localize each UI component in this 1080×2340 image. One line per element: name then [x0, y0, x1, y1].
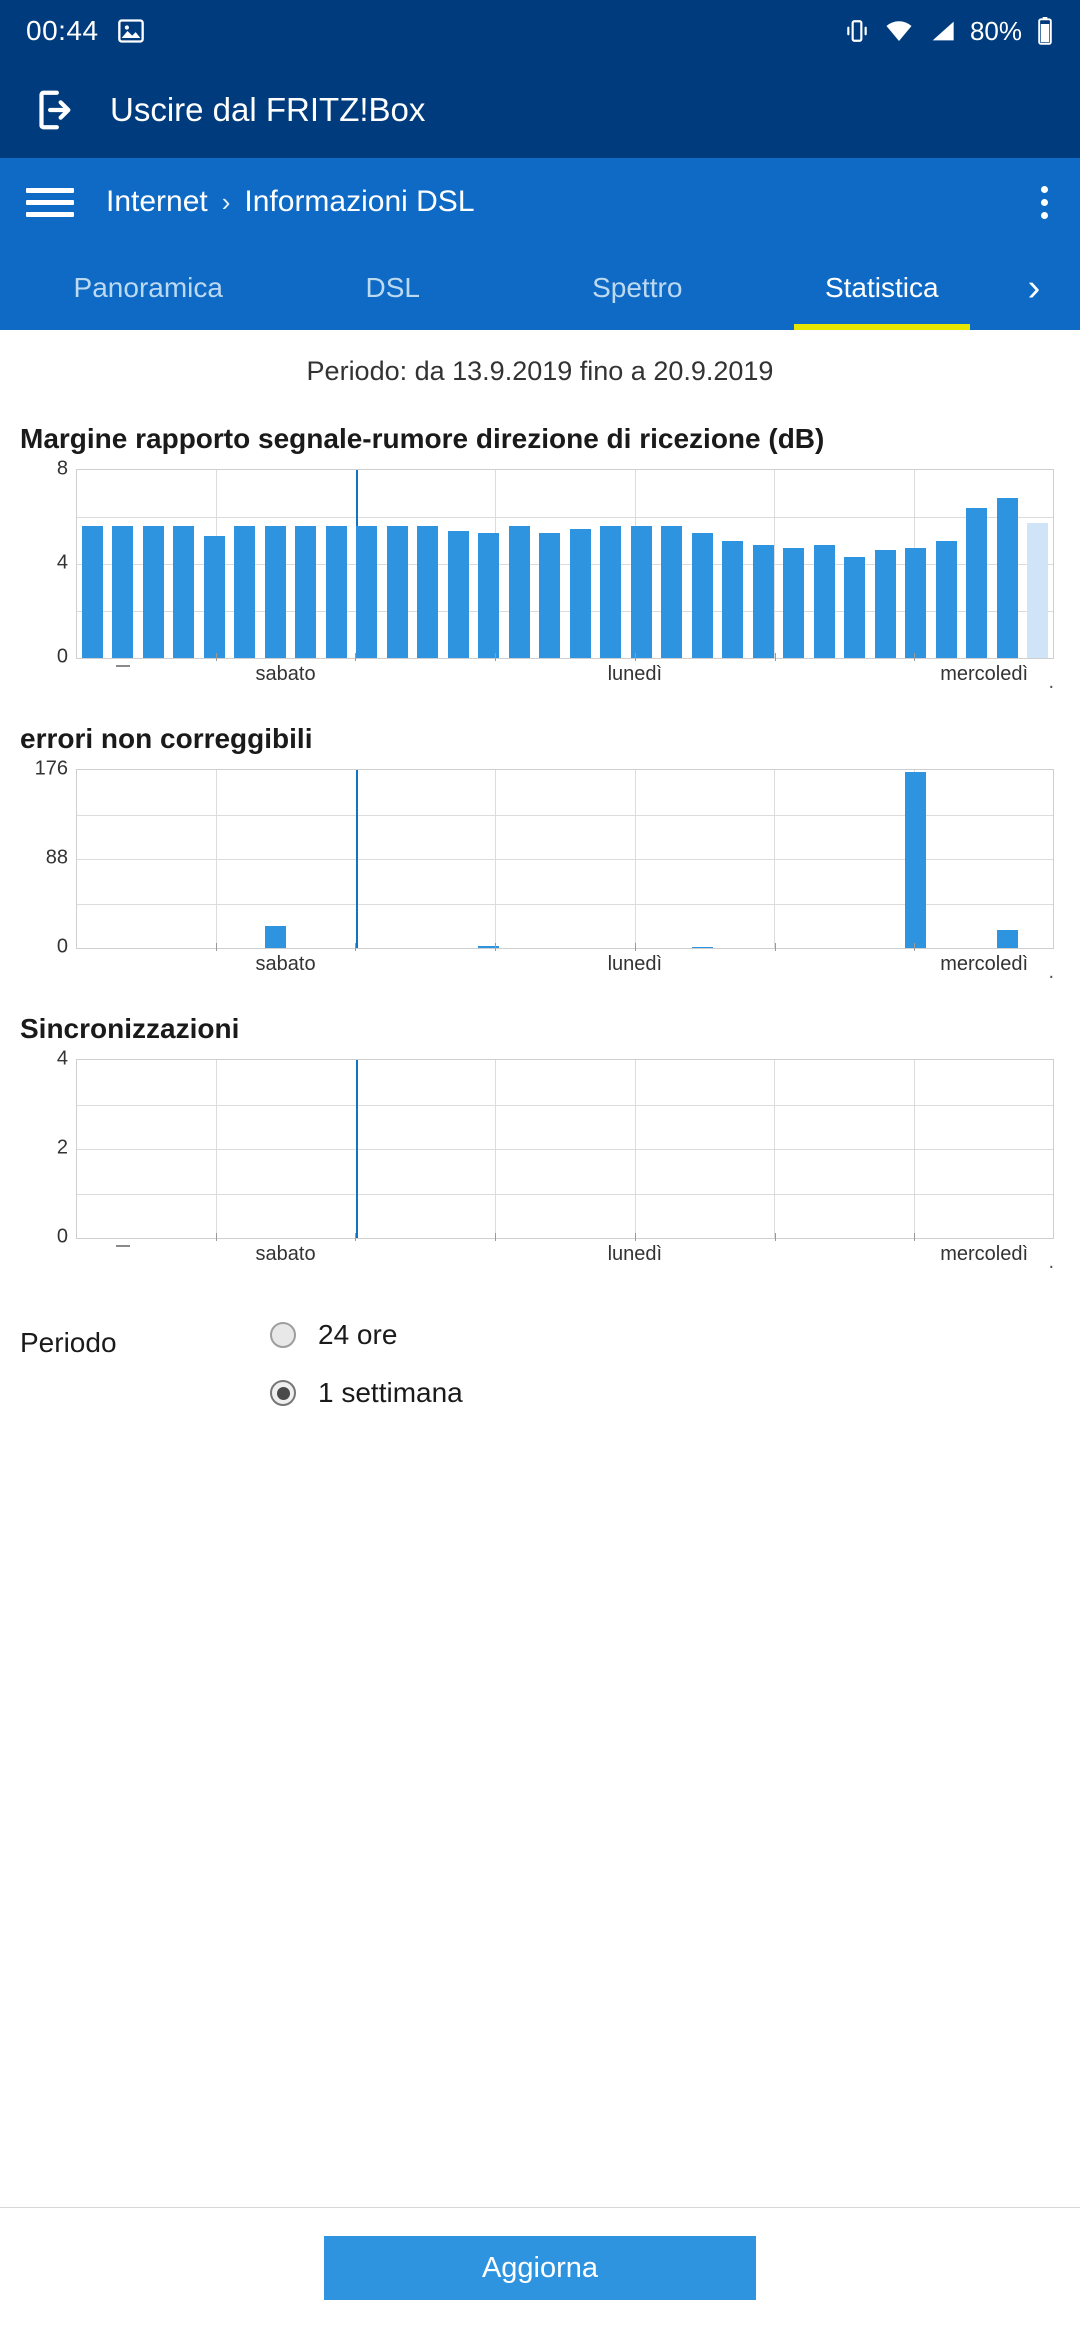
bar-slot [779, 770, 810, 948]
bar-slot [504, 470, 535, 658]
bar-slot [870, 470, 901, 658]
x-tick-mark [495, 943, 496, 951]
bar-slot [138, 770, 169, 948]
bar-slot [687, 470, 718, 658]
y-tick-label: 4 [56, 1047, 68, 1070]
tabs-next-arrow-icon[interactable]: › [1027, 266, 1041, 309]
period-selector-label: Periodo [20, 1327, 117, 1358]
nav-bar [0, 158, 1080, 330]
vibrate-icon [844, 18, 870, 44]
radio-option-24-ore[interactable] [270, 1319, 463, 1351]
bar-slot [321, 470, 352, 658]
bar-slot [962, 470, 993, 658]
bar-slot [931, 1060, 962, 1238]
bar-slot [870, 770, 901, 948]
bar [417, 526, 438, 658]
x-tick-mark [914, 653, 915, 661]
bar-slot [443, 1060, 474, 1238]
bar [448, 531, 469, 658]
bar-slot [779, 470, 810, 658]
tab-dsl[interactable]: DSL [365, 272, 420, 303]
kebab-menu-icon[interactable] [1035, 180, 1054, 225]
bar-slot [809, 1060, 840, 1238]
chart-snr [0, 457, 1080, 705]
x-tick-mark [775, 653, 776, 661]
bar-slot [809, 770, 840, 948]
bar-slot [352, 470, 383, 658]
x-tick-mark [355, 653, 356, 661]
bar-slot [596, 770, 627, 948]
axis-end-dot: . [1048, 1251, 1054, 1273]
bar [875, 550, 896, 658]
x-tick-label: lunedì [607, 663, 663, 685]
bar-slot [565, 770, 596, 948]
bar-slot [840, 470, 871, 658]
bar-slot [230, 470, 261, 658]
bar-slot [138, 470, 169, 658]
period-selector [0, 1285, 1080, 1409]
bar-slot [840, 1060, 871, 1238]
bar-slot [1023, 1060, 1054, 1238]
bar-slot [413, 1060, 444, 1238]
bar-slot [687, 770, 718, 948]
bar-slot [1023, 770, 1054, 948]
bar [844, 557, 865, 658]
bar-slot [321, 770, 352, 948]
wifi-icon [884, 18, 914, 44]
x-tick-label: sabato [255, 663, 316, 685]
bar-slot [931, 770, 962, 948]
x-tick-mark [914, 1233, 915, 1241]
bar-slot [535, 470, 566, 658]
chart-errors-x-axis [76, 949, 1054, 995]
bar-slot [504, 1060, 535, 1238]
chart-sync [0, 1047, 1080, 1285]
y-tick-label: 4 [56, 551, 68, 574]
chart-errors-y-axis [20, 757, 76, 958]
chart-sync-x-axis [76, 1239, 1054, 1285]
bar-slot [260, 470, 291, 658]
status-bar [0, 0, 1080, 62]
image-icon [117, 17, 145, 45]
main-content [0, 330, 1080, 2207]
bar [753, 545, 774, 658]
tab-statistica[interactable]: Statistica [760, 246, 1005, 330]
bar-slot [77, 770, 108, 948]
bar-slot [291, 770, 322, 948]
bar [265, 526, 286, 658]
bar-slot [596, 1060, 627, 1238]
bar-slot [108, 770, 139, 948]
bar-slot [230, 770, 261, 948]
bar-slot [77, 470, 108, 658]
axis-tick-mark [116, 665, 130, 667]
x-tick-label: mercoledì [940, 663, 1029, 685]
bar-slot [992, 1060, 1023, 1238]
y-tick-label: 0 [56, 1225, 68, 1248]
y-tick-label: 176 [34, 757, 68, 780]
bar-slot [382, 470, 413, 658]
bar-slot [657, 770, 688, 948]
bar-slot [169, 470, 200, 658]
bar-slot [199, 770, 230, 948]
y-tick-label: 0 [56, 935, 68, 958]
chart-errors [0, 757, 1080, 995]
bar-slot [596, 470, 627, 658]
bar-series [77, 770, 1053, 948]
battery-icon [1036, 17, 1054, 45]
bar-slot [748, 770, 779, 948]
status-clock: 00:44 [26, 15, 99, 46]
bar-slot [108, 1060, 139, 1238]
chart-sync-plot [76, 1059, 1054, 1239]
bar [600, 526, 621, 658]
tab-spettro[interactable]: Spettro [592, 272, 683, 303]
bar-slot [809, 470, 840, 658]
bar-slot [260, 770, 291, 948]
x-tick-mark [216, 1233, 217, 1241]
x-tick-mark [775, 1233, 776, 1241]
tab-panoramica[interactable]: Panoramica [73, 272, 223, 303]
bar [234, 526, 255, 658]
bar-slot [840, 770, 871, 948]
bar [966, 508, 987, 658]
axis-end-dot: . [1048, 671, 1054, 693]
breadcrumb [106, 185, 475, 219]
axis-end-dot: . [1048, 961, 1054, 983]
bar [936, 541, 957, 659]
bar-slot [962, 1060, 993, 1238]
chart-snr-x-axis [76, 659, 1054, 705]
bar-slot [565, 470, 596, 658]
bar [509, 526, 530, 658]
footer-bar [0, 2207, 1080, 2340]
bar-slot [626, 1060, 657, 1238]
x-tick-label: sabato [255, 1243, 316, 1265]
y-tick-label: 88 [45, 846, 68, 869]
chart-errors-plot [76, 769, 1054, 949]
bar [722, 541, 743, 659]
bar [143, 526, 164, 658]
bar [295, 526, 316, 658]
bar [1027, 523, 1048, 658]
radio-icon[interactable] [270, 1322, 296, 1348]
bar [905, 548, 926, 658]
x-tick-label: mercoledì [940, 1243, 1029, 1265]
battery-percent: 80% [969, 15, 1022, 46]
bar-slot [291, 1060, 322, 1238]
bar-slot [657, 470, 688, 658]
bar-slot [748, 470, 779, 658]
x-tick-mark [635, 653, 636, 661]
hamburger-menu-icon[interactable] [26, 188, 74, 217]
bar-slot [413, 470, 444, 658]
x-tick-mark [914, 943, 915, 951]
bar [112, 526, 133, 658]
status-left-icons [117, 17, 145, 45]
bar-slot [779, 1060, 810, 1238]
bar-slot [626, 770, 657, 948]
x-tick-label: lunedì [607, 1243, 663, 1265]
bar-slot [1023, 470, 1054, 658]
bar-slot [321, 1060, 352, 1238]
update-button[interactable]: Aggiorna [324, 2236, 756, 2300]
bar-slot [108, 470, 139, 658]
bar-slot [474, 470, 505, 658]
bar-slot [718, 470, 749, 658]
bar-slot [382, 770, 413, 948]
bar-slot [199, 1060, 230, 1238]
bar-slot [199, 470, 230, 658]
chart-title-snr: Margine rapporto segnale-rumore direzione di ricezione (dB) [20, 423, 825, 454]
bar-slot [504, 770, 535, 948]
x-tick-mark [495, 653, 496, 661]
breadcrumb-current: Informazioni DSL [244, 185, 475, 218]
bar-slot [138, 1060, 169, 1238]
bar [265, 926, 286, 948]
radio-option-label: 24 ore [318, 1319, 398, 1350]
bar [173, 526, 194, 658]
radio-icon-selected[interactable] [270, 1380, 296, 1406]
y-tick-label: 0 [56, 645, 68, 668]
bar [997, 498, 1018, 658]
nav-row [0, 158, 1080, 246]
chart-snr-y-axis [20, 457, 76, 668]
chart-snr-plot [76, 469, 1054, 659]
bar-slot [291, 470, 322, 658]
x-tick-mark [775, 943, 776, 951]
bar-slot [169, 1060, 200, 1238]
chart-sync-y-axis [20, 1047, 76, 1248]
bar-slot [565, 1060, 596, 1238]
bar-slot [718, 770, 749, 948]
bar [82, 526, 103, 658]
bar-slot [992, 470, 1023, 658]
bar [539, 533, 560, 658]
bar-slot [352, 770, 383, 948]
bar [905, 772, 926, 948]
y-tick-label: 8 [56, 457, 68, 480]
x-tick-mark [216, 653, 217, 661]
bar-slot [474, 1060, 505, 1238]
bar-series [77, 470, 1053, 658]
bar-slot [901, 1060, 932, 1238]
app-bar [0, 62, 1080, 158]
bar-slot [77, 1060, 108, 1238]
chart-title-errors: errori non correggibili [20, 723, 313, 754]
x-tick-mark [355, 1233, 356, 1241]
x-tick-mark [635, 1233, 636, 1241]
bar [478, 533, 499, 658]
bar-slot [443, 770, 474, 948]
x-tick-mark [216, 943, 217, 951]
bar [692, 947, 713, 948]
bar-slot [535, 770, 566, 948]
bar-slot [626, 470, 657, 658]
bar [631, 526, 652, 658]
bar-slot [535, 1060, 566, 1238]
x-tick-mark [635, 943, 636, 951]
status-right-icons [844, 16, 1054, 47]
radio-option-label: 1 settimana [318, 1377, 463, 1408]
cellular-signal-icon [928, 18, 956, 44]
bar-series [77, 1060, 1053, 1238]
bar-slot [931, 470, 962, 658]
bar [356, 526, 377, 658]
y-tick-label: 2 [56, 1136, 68, 1159]
radio-option-1-settimana[interactable] [270, 1377, 463, 1409]
bar-slot [443, 470, 474, 658]
axis-tick-mark [116, 1245, 130, 1247]
bar [326, 526, 347, 658]
period-radio-group [270, 1319, 463, 1409]
logout-icon[interactable] [30, 87, 76, 133]
breadcrumb-root[interactable]: Internet [106, 185, 208, 218]
x-tick-label: sabato [255, 953, 316, 975]
x-tick-mark [355, 943, 356, 951]
app-bar-title: Uscire dal FRITZ!Box [110, 91, 426, 128]
bar-slot [230, 1060, 261, 1238]
tab-bar [0, 246, 1080, 330]
chevron-right-icon: › [221, 186, 231, 217]
bar [387, 526, 408, 658]
bar-slot [870, 1060, 901, 1238]
period-range-text: Periodo: da 13.9.2019 fino a 20.9.2019 [306, 356, 774, 386]
bar-slot [413, 770, 444, 948]
bar-slot [687, 1060, 718, 1238]
bar [814, 545, 835, 658]
bar-slot [992, 770, 1023, 948]
bar-slot [718, 1060, 749, 1238]
chart-title-sync: Sincronizzazioni [20, 1013, 240, 1044]
bar [661, 526, 682, 658]
bar-slot [657, 1060, 688, 1238]
bar-slot [901, 470, 932, 658]
bar-slot [474, 770, 505, 948]
x-tick-label: lunedì [607, 953, 663, 975]
bar [204, 536, 225, 658]
bar-slot [260, 1060, 291, 1238]
bar [570, 529, 591, 658]
x-tick-label: mercoledì [940, 953, 1029, 975]
bar-slot [962, 770, 993, 948]
bar [783, 548, 804, 658]
x-tick-mark [495, 1233, 496, 1241]
bar-slot [748, 1060, 779, 1238]
bar-slot [901, 770, 932, 948]
bar-slot [382, 1060, 413, 1238]
bar [997, 930, 1018, 948]
bar-slot [169, 770, 200, 948]
bar-slot [352, 1060, 383, 1238]
bar [692, 533, 713, 658]
